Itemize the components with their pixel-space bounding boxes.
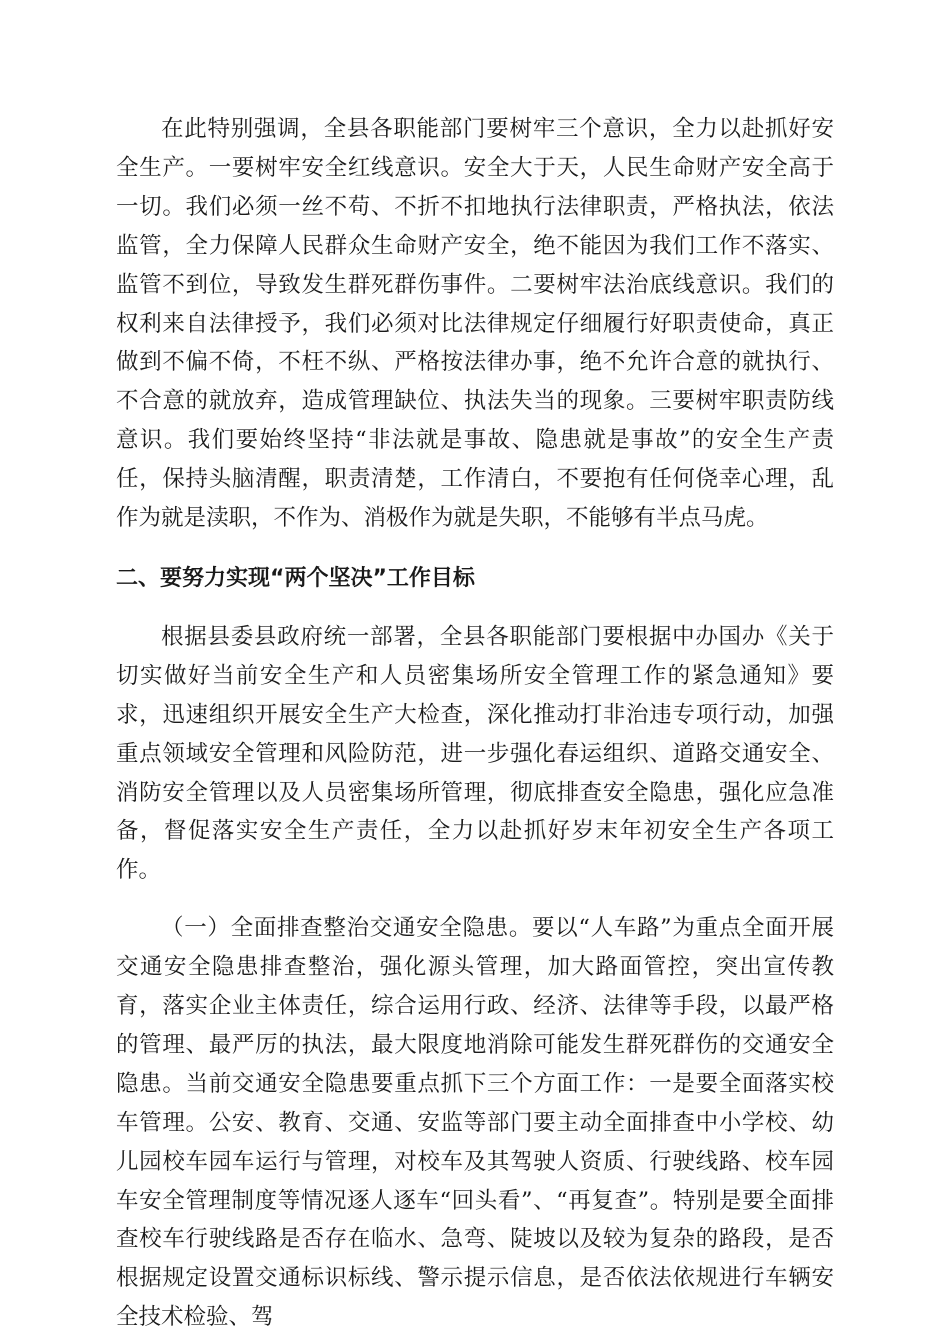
body-paragraph-traffic-safety: （一）全面排查整治交通安全隐患。要以“人车路”为重点全面开展交通安全隐患排查整治，强化源头管理，加大路面管控，突出宣传教育，落实企业主体责任，综合运用行政、经济、法律等手段，以最严格的管理、最严厉的执法，最大限度地消除可能发生群死群伤的交通安全隐患。当前交通安全隐患要重点抓下三个方面工作：一是要全面落实校车管理。公安、教育、交通、安监等部门要主动全面排查中小学校、幼儿园校车园车运行与管理，对校车及其驾驶人资质、行驶线路、校车园车安全管理制度等情况逐人逐车“回头看”、“再复查”。特别是要全面排查校车行驶线路是否存在临水、急弯、陡坡以及较为复杂的路段，是否根据规定设置交通标识标线、警示提示信息，是否依法依规进行车辆安全技术检验、驾 xyxy=(116,915,834,1331)
body-paragraph-deployment: 根据县委县政府统一部署，全县各职能部门要根据中办国办《关于切实做好当前安全生产和人员密集场所安全管理工作的紧急通知》要求，迅速组织开展安全生产大检查，深化推动打非治违专项行动，加强重点领域安全管理和风险防范，进一步强化春运组织、道路交通安全、消防安全管理以及人员密集场所管理，彻底排查安全隐患，强化应急准备，督促落实安全生产责任，全力以赴抓好岁末年初安全生产各项工作。 xyxy=(116,623,834,884)
section-heading: 二、要努力实现“两个坚决”工作目标 xyxy=(116,565,475,591)
document-page xyxy=(116,110,834,1337)
body-paragraph-safety-awareness: 在此特别强调，全县各职能部门要树牢三个意识，全力以赴抓好安全生产。一要树牢安全红线意识。安全大于天，人民生命财产安全高于一切。我们必须一丝不苟、不折不扣地执行法律职责，严格执法，依法监管，全力保障人民群众生命财产安全，绝不能因为我们工作不落实、监管不到位，导致发生群死群伤事件。二要树牢法治底线意识。我们的权利来自法律授予，我们必须对比法律规定仔细履行好职责使命，真正做到不偏不倚，不枉不纵、严格按法律办事，绝不允许合意的就执行、不合意的就放弃，造成管理缺位、执法失当的现象。三要树牢职责防线意识。我们要始终坚持“非法就是事故、隐患就是事故”的安全生产责任，保持头脑清醒，职责清楚，工作清白，不要抱有任何侥幸心理，乱作为就是渎职，不作为、消极作为就是失职，不能够有半点马虎。 xyxy=(116,116,834,532)
paragraph-gap xyxy=(116,890,834,909)
